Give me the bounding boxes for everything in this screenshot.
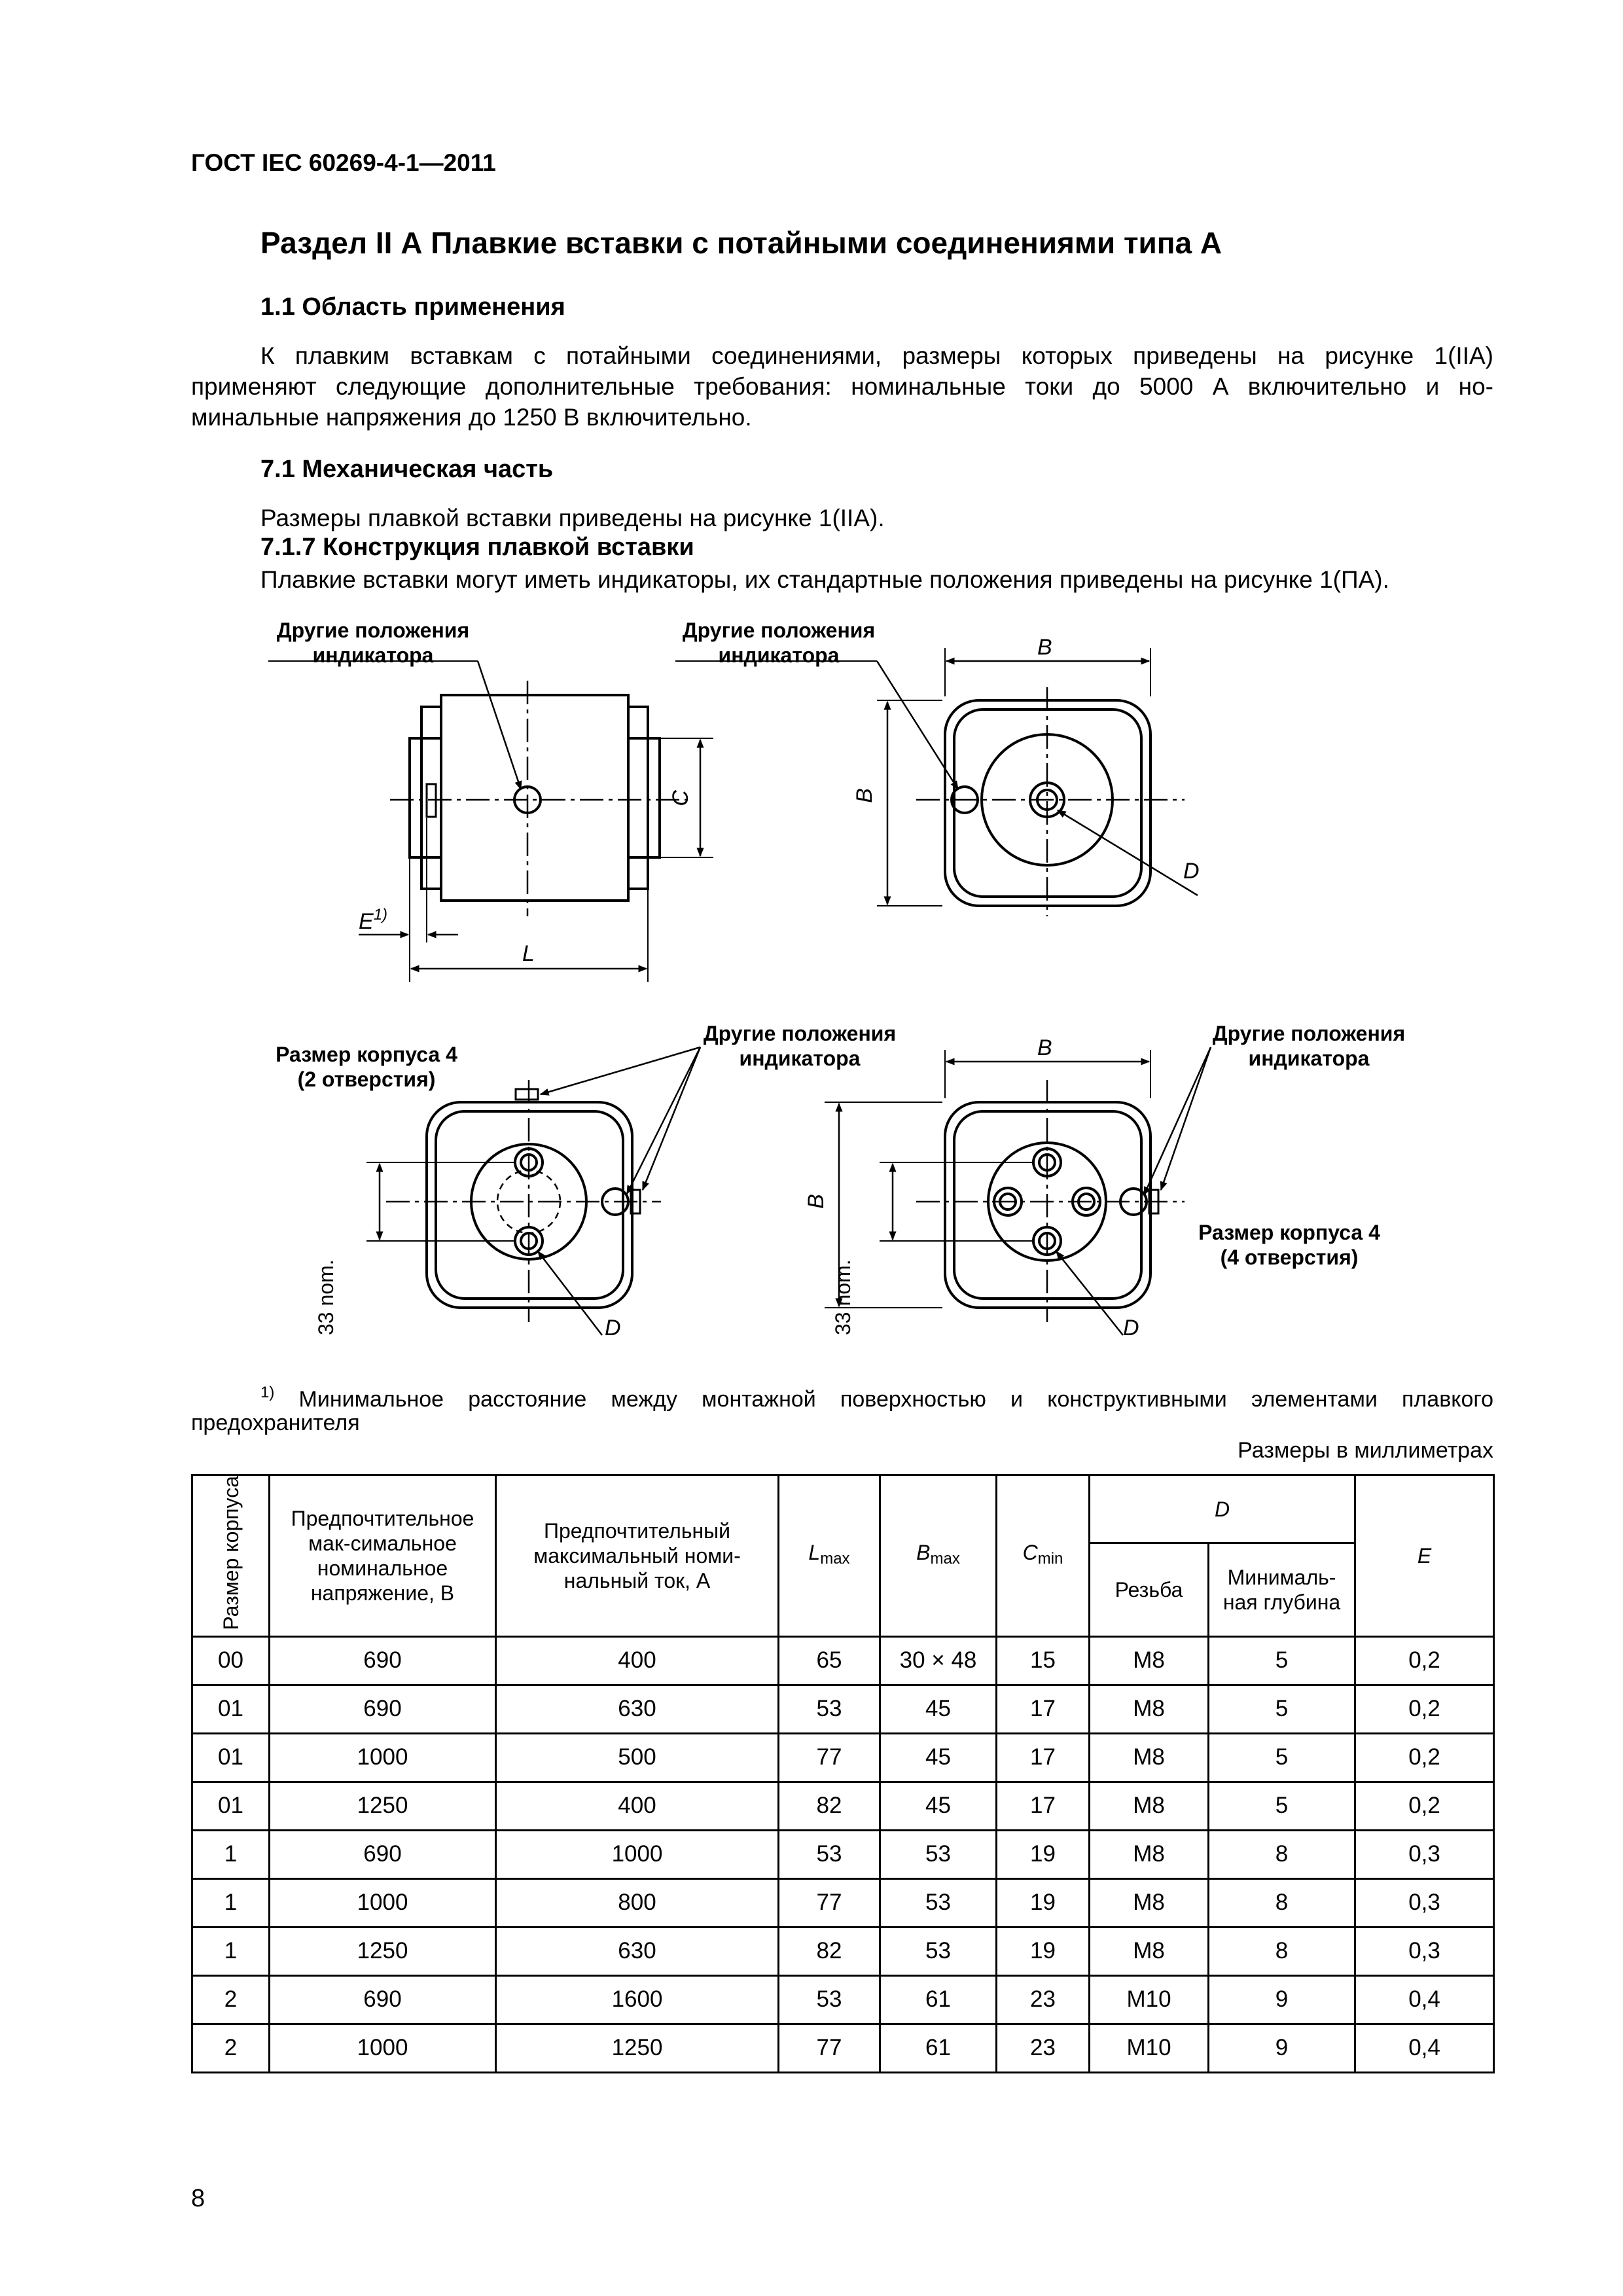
table-cell: M10 <box>1090 2024 1209 2072</box>
table-cell: M8 <box>1090 1733 1209 1782</box>
document-code: ГОСТ IEC 60269-4-1—2011 <box>191 149 496 176</box>
table-cell: M8 <box>1090 1782 1209 1830</box>
scope-line-2: применяют следующие дополнительные требования: номинальные токи до 5000 А включительно и но- <box>191 373 1493 400</box>
dim-b-bottom-side: B <box>803 1194 829 1209</box>
table-cell: 1250 <box>270 1927 496 1975</box>
mechanical-text: Размеры плавкой вставки приведены на рисунке 1(IIA). <box>260 505 885 531</box>
dim-c: C <box>668 790 693 806</box>
header-lmax: $L_{max}$ <box>779 1475 880 1637</box>
table-cell: 45 <box>880 1685 997 1733</box>
table-cell: 690 <box>270 1636 496 1685</box>
header-depth: Минималь-ная глубина <box>1209 1543 1355 1636</box>
table-cell: 400 <box>496 1782 779 1830</box>
table-cell: 5 <box>1209 1782 1355 1830</box>
table-cell: 400 <box>496 1636 779 1685</box>
table-cell: 0,4 <box>1355 1975 1494 2024</box>
table-row <box>192 2024 1494 2072</box>
table-cell: 45 <box>880 1733 997 1782</box>
dim-d-left: D <box>605 1316 621 1340</box>
table-cell: 53 <box>880 1927 997 1975</box>
dim-d-right: D <box>1123 1316 1139 1340</box>
dim-b-bottom: B <box>1037 1035 1052 1060</box>
fuse-dimensions-table <box>191 1474 1495 2073</box>
table-cell: 61 <box>880 1975 997 2024</box>
page-number: 8 <box>191 2185 205 2212</box>
header-e: E <box>1355 1475 1494 1637</box>
table-cell: 0,4 <box>1355 2024 1494 2072</box>
indicator-label-4: Другие положения индикатора <box>1212 1022 1406 1070</box>
table-cell: 0,3 <box>1355 1927 1494 1975</box>
table-cell: 690 <box>270 1685 496 1733</box>
table-cell: 15 <box>997 1636 1090 1685</box>
table-cell: 53 <box>880 1878 997 1927</box>
table-row <box>192 1927 1494 1975</box>
table-cell: 630 <box>496 1927 779 1975</box>
table-cell: 0,2 <box>1355 1636 1494 1685</box>
table-cell: 8 <box>1209 1878 1355 1927</box>
table-cell: M10 <box>1090 1975 1209 2024</box>
table-cell: 65 <box>779 1636 880 1685</box>
table-row <box>192 1975 1494 2024</box>
table-cell: 30 × 48 <box>880 1636 997 1685</box>
dim-l: L <box>522 941 535 966</box>
table-cell: 1600 <box>496 1975 779 2024</box>
table-cell: 1000 <box>270 2024 496 2072</box>
table-cell: 53 <box>880 1830 997 1878</box>
table-cell: 00 <box>192 1636 270 1685</box>
table-cell: 1250 <box>270 1782 496 1830</box>
table-cell: 0,2 <box>1355 1782 1494 1830</box>
table-cell: 5 <box>1209 1733 1355 1782</box>
table-cell: M8 <box>1090 1927 1209 1975</box>
fuse-end-view-top <box>675 648 1198 916</box>
dim-e: $E^{1)}$ <box>359 906 388 934</box>
table-cell: 1 <box>192 1830 270 1878</box>
header-size: Размер корпуса <box>192 1475 270 1637</box>
table-cell: 500 <box>496 1733 779 1782</box>
heading-construction: 7.1.7 Конструкция плавкой вставки <box>260 533 694 561</box>
table-cell: 82 <box>779 1927 880 1975</box>
size4-4holes-label: Размер корпуса 4 (4 отверстия) <box>1198 1221 1380 1269</box>
table-cell: 61 <box>880 2024 997 2072</box>
table-row <box>192 1636 1494 1685</box>
table-cell: 0,2 <box>1355 1733 1494 1782</box>
table-cell: M8 <box>1090 1636 1209 1685</box>
table-cell: 23 <box>997 1975 1090 2024</box>
table-cell: 1000 <box>270 1733 496 1782</box>
table-cell: 0,3 <box>1355 1830 1494 1878</box>
table-row <box>192 1782 1494 1830</box>
footnote-line-2: предохранителя <box>191 1410 360 1435</box>
fuse-end-view-4-holes <box>825 1047 1211 1335</box>
table-row <box>192 1878 1494 1927</box>
indicator-label-1: Другие положения индикатора <box>276 619 470 667</box>
table-cell: 800 <box>496 1878 779 1927</box>
table-cell: 690 <box>270 1975 496 2024</box>
table-row <box>192 1685 1494 1733</box>
table-cell: 5 <box>1209 1685 1355 1733</box>
table-cell: 1000 <box>270 1878 496 1927</box>
table-cell: 82 <box>779 1782 880 1830</box>
table-cell: M8 <box>1090 1878 1209 1927</box>
fuse-side-view <box>268 661 713 982</box>
table-cell: 19 <box>997 1830 1090 1878</box>
table-cell: 1250 <box>496 2024 779 2072</box>
header-cmin: $C_{min}$ <box>997 1475 1090 1637</box>
table-cell: 01 <box>192 1782 270 1830</box>
table-cell: 17 <box>997 1733 1090 1782</box>
header-d: D <box>1090 1475 1355 1543</box>
table-cell: 1 <box>192 1927 270 1975</box>
table-cell: 53 <box>779 1975 880 2024</box>
table-cell: 45 <box>880 1782 997 1830</box>
dim-d-top: D <box>1183 859 1200 884</box>
header-voltage: Предпочтительное мак-симальное номинальное напряжение, В <box>270 1475 496 1637</box>
indicator-label-2: Другие положения индикатора <box>682 619 876 667</box>
table-cell: 19 <box>997 1878 1090 1927</box>
table-cell: 19 <box>997 1927 1090 1975</box>
heading-mechanical: 7.1 Механическая часть <box>260 456 554 483</box>
table-cell: 77 <box>779 1878 880 1927</box>
table-row <box>192 1733 1494 1782</box>
table-cell: 0,2 <box>1355 1685 1494 1733</box>
table-cell: 01 <box>192 1733 270 1782</box>
table-cell: 690 <box>270 1830 496 1878</box>
table-cell: M8 <box>1090 1685 1209 1733</box>
header-thread: Резьба <box>1090 1543 1209 1636</box>
section-title: Раздел II А Плавкие вставки с потайными соединениями типа А <box>260 226 1222 260</box>
table-cell: 17 <box>997 1685 1090 1733</box>
size4-2holes-label: Размер корпуса 4 (2 отверстия) <box>276 1043 457 1091</box>
table-cell: 8 <box>1209 1830 1355 1878</box>
units-note: Размеры в миллиметрах <box>1238 1438 1493 1463</box>
table-cell: 53 <box>779 1685 880 1733</box>
indicator-label-3: Другие положения индикатора <box>703 1022 897 1070</box>
table-cell: 9 <box>1209 1975 1355 2024</box>
header-bmax: $B_{max}$ <box>880 1475 997 1637</box>
table-cell: 8 <box>1209 1927 1355 1975</box>
scope-line-3: минальные напряжения до 1250 В включительно. <box>191 404 752 431</box>
heading-scope: 1.1 Область применения <box>260 293 565 321</box>
table-cell: 0,3 <box>1355 1878 1494 1927</box>
table-cell: 2 <box>192 2024 270 2072</box>
scope-line-1: К плавким вставкам с потайными соединениями, размеры которых приведены на рисунке 1(IIA) <box>260 342 1493 369</box>
construction-text: Плавкие вставки могут иметь индикаторы, их стандартные положения приведены на рисунке 1(ПА). <box>260 566 1389 593</box>
table-cell: 2 <box>192 1975 270 2024</box>
table-cell: 5 <box>1209 1636 1355 1685</box>
table-cell: M8 <box>1090 1830 1209 1878</box>
table-row <box>192 1830 1494 1878</box>
footnote-line-1: $^{1)}$ Минимальное расстояние между монтажной поверхностью и конструктивными элементами плавкого <box>260 1384 1493 1412</box>
table-cell: 630 <box>496 1685 779 1733</box>
header-current: Предпочтительный максимальный номи-нальный ток, А <box>496 1475 779 1637</box>
table-cell: 17 <box>997 1782 1090 1830</box>
table-cell: 77 <box>779 2024 880 2072</box>
table-cell: 77 <box>779 1733 880 1782</box>
table-cell: 1 <box>192 1878 270 1927</box>
table-cell: 01 <box>192 1685 270 1733</box>
table-cell: 1000 <box>496 1830 779 1878</box>
dim-b-top: B <box>1037 635 1052 660</box>
dim-b-side: B <box>851 788 877 803</box>
table-cell: 53 <box>779 1830 880 1878</box>
table-cell: 9 <box>1209 2024 1355 2072</box>
table-cell: 23 <box>997 2024 1090 2072</box>
